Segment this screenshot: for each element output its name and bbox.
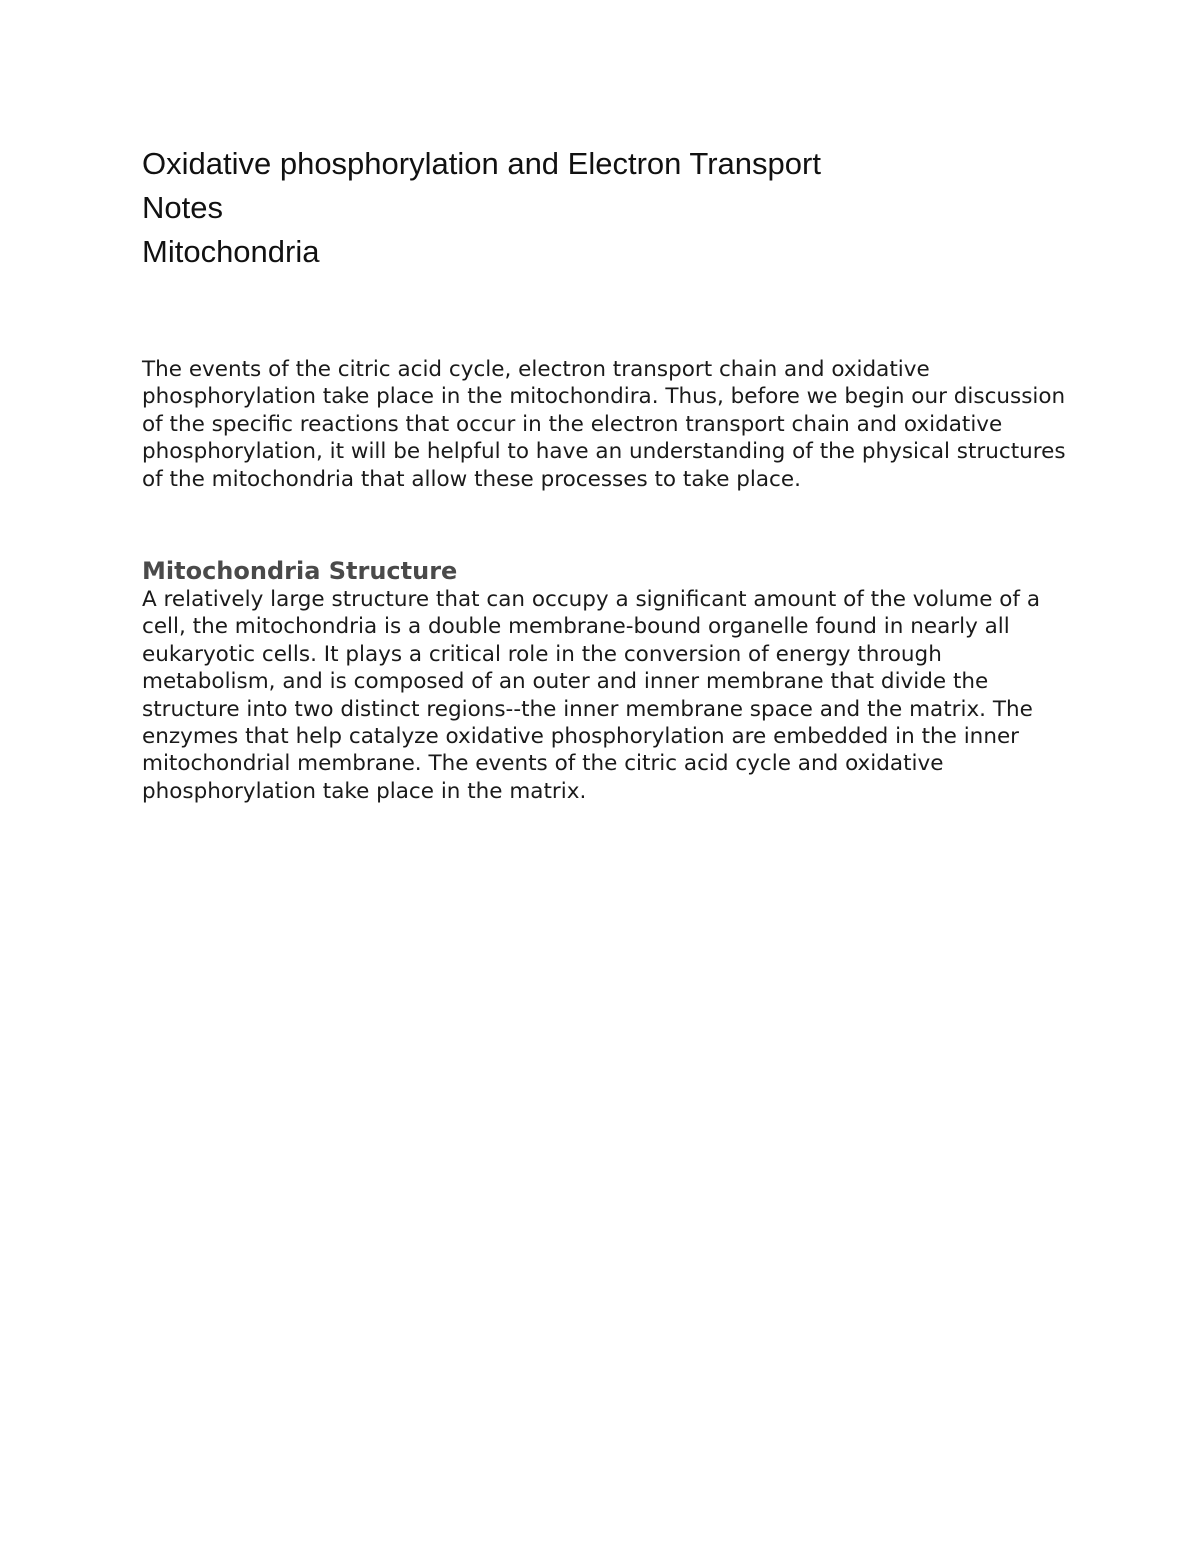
document-subtitle-topic: Mitochondria: [142, 234, 320, 269]
document-subtitle-notes: Notes: [142, 190, 223, 225]
document-title: Oxidative phosphorylation and Electron Transport: [142, 146, 821, 181]
document-title-block: [142, 142, 821, 274]
section-heading: Mitochondria Structure: [142, 557, 458, 585]
structure-paragraph: A relatively large structure that can occupy a significant amount of the volume of a cell, the mitochondria is a double membrane-bound organelle found in nearly all eukaryotic cells. It plays a critical role in the conversion of energy through metabolism, and is composed of an outer and inner membrane that divide the structure into two distinct regions--the inner membrane space and the matrix. The enzymes that help catalyze oxidative phosphorylation are embedded in the inner mitochondrial membrane. The events of the citric acid cycle and oxidative phosphorylation take place in the matrix.: [142, 587, 1041, 804]
intro-paragraph: The events of the citric acid cycle, electron transport chain and oxidative phosphorylation take place in the mitochondira. Thus, before we begin our discussion of the specific reactions that occur in the electron transport chain and oxidative phosphorylation, it will be helpful to have an understanding of the physical structures of the mitochondria that allow these processes to take place.: [142, 357, 1066, 492]
